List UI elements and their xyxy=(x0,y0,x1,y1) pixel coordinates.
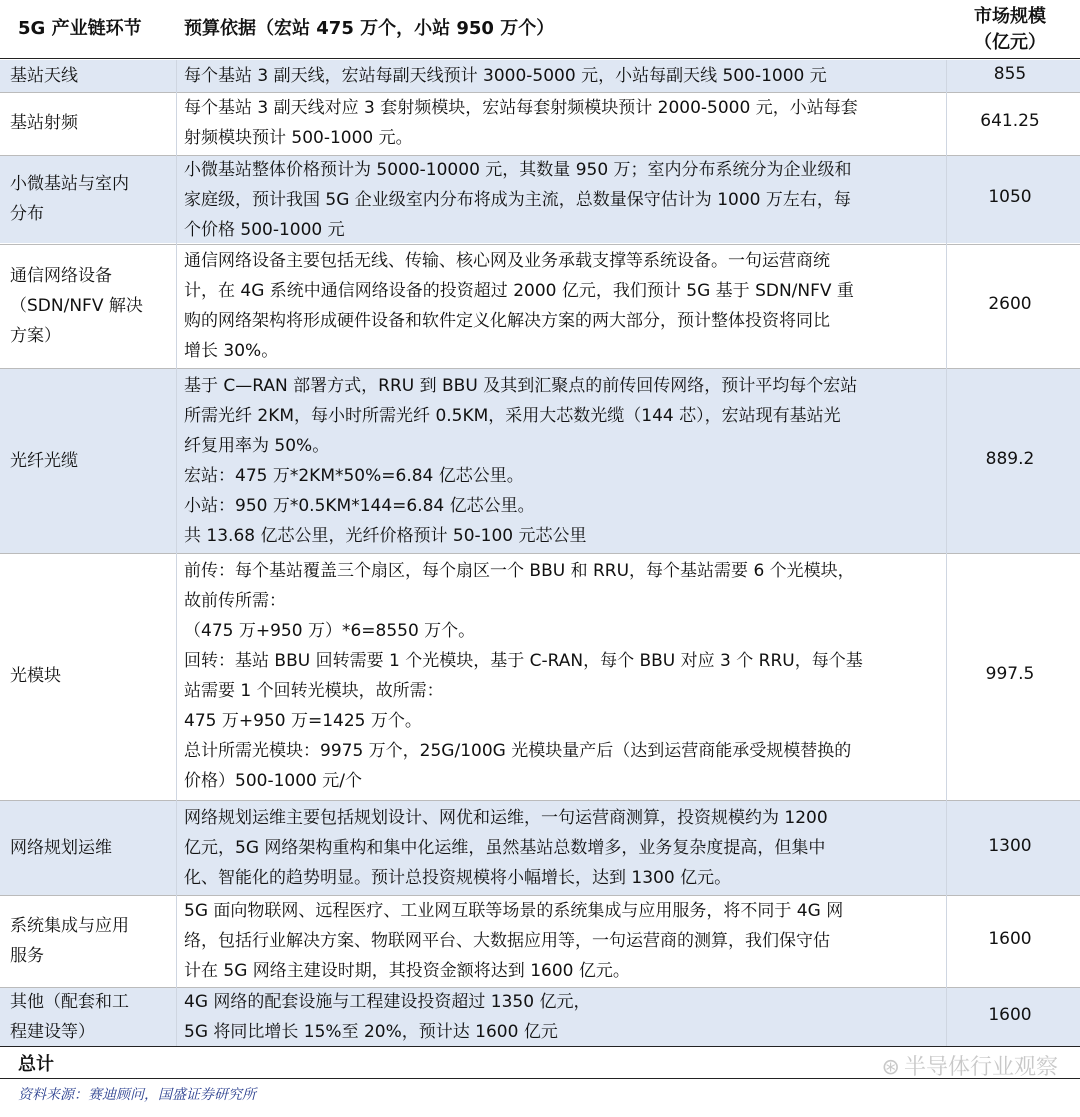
segment-line: 方案） xyxy=(10,326,61,346)
row-segment xyxy=(10,911,165,971)
table-row xyxy=(0,553,1080,799)
basis-line: 每个基站 3 副天线对应 3 套射频模块，宏站每套射频模块预计 2000-5000 元，小站每套 xyxy=(184,98,858,118)
watermark xyxy=(882,1050,1058,1081)
basis-line: 家庭级，预计我国 5G 企业级室内分布将成为主流，总数量保守估计为 1000 万左右，每 xyxy=(184,190,851,210)
basis-line: 化、智能化的趋势明显。预计总投资规模将小幅增长，达到 1300 亿元。 xyxy=(184,867,732,888)
row-segment xyxy=(10,833,165,863)
segment-line: 服务 xyxy=(10,946,44,966)
total-divider xyxy=(0,1046,1080,1047)
row-market-size: 1300 xyxy=(988,835,1032,856)
segment-line: 网络规划运维 xyxy=(10,837,112,858)
basis-line: 射频模块预计 500-1000 元。 xyxy=(184,128,413,148)
table-row xyxy=(0,895,1080,987)
row-basis xyxy=(184,93,944,153)
row-market-size: 855 xyxy=(993,64,1027,84)
segment-line: 其他（配套和工 xyxy=(10,992,129,1012)
row-basis xyxy=(184,987,944,1047)
basis-line: 4G 网络的配套设施与工程建设投资超过 1350 亿元， xyxy=(184,992,591,1012)
basis-line: 个价格 500-1000 元 xyxy=(184,220,345,240)
source-note: 资料来源：赛迪顾问，国盛证券研究所 xyxy=(18,1087,256,1103)
basis-line: 网络规划运维主要包括规划设计、网优和运维，一句运营商测算，投资规模约为 1200 xyxy=(184,807,828,828)
row-market-size: 1600 xyxy=(988,1004,1032,1025)
row-market-size: 1600 xyxy=(988,929,1032,949)
basis-line: 亿元，5G 网络架构重构和集中化运维，虽然基站总数增多，业务复杂度提高，但集中 xyxy=(184,837,826,858)
column-divider xyxy=(176,60,177,1046)
row-basis xyxy=(184,556,944,796)
segment-line: 基站射频 xyxy=(10,113,78,133)
header-basis: 预算依据（宏站 475 万个，小站 950 万个） xyxy=(184,18,555,39)
basis-line: 纤复用率为 50%。 xyxy=(184,436,330,456)
header-divider xyxy=(0,58,1080,59)
header-market-size-line1: 市场规模 xyxy=(974,6,1046,27)
row-divider xyxy=(0,553,1080,554)
basis-line: 宏站：475 万*2KM*50%=6.84 亿芯公里。 xyxy=(184,466,524,486)
header-market-size-line2: （亿元） xyxy=(974,32,1046,53)
row-basis xyxy=(184,61,944,91)
row-market-size: 889.2 xyxy=(985,449,1035,469)
basis-line: 小微基站整体价格预计为 5000-10000 元，其数量 950 万；室内分布系统分为企业级和 xyxy=(184,160,852,180)
column-divider xyxy=(946,60,947,1046)
basis-line: 购的网络架构将形成硬件设备和软件定义化解决方案的两大部分，预计整体投资将同比 xyxy=(184,311,830,331)
header-market-size xyxy=(955,4,1065,56)
segment-line: 分布 xyxy=(10,204,44,224)
segment-line: 小微基站与室内 xyxy=(10,174,129,194)
basis-line: （475 万+950 万）*6=8550 万个。 xyxy=(184,621,476,641)
basis-line: 价格）500-1000 元/个 xyxy=(184,771,362,791)
row-basis xyxy=(184,246,944,366)
basis-line: 每个基站 3 副天线，宏站每副天线预计 3000-5000 元，小站每副天线 500-1000 元 xyxy=(184,66,827,86)
table-row xyxy=(0,368,1080,554)
basis-line: 前传：每个基站覆盖三个扇区，每个扇区一个 BBU 和 RRU，每个基站需要 6 个光模块， xyxy=(184,561,855,581)
basis-line: 通信网络设备主要包括无线、传输、核心网及业务承载支撑等系统设备。一句运营商统 xyxy=(184,251,830,271)
row-segment xyxy=(10,108,165,138)
row-divider xyxy=(0,895,1080,896)
basis-line: 5G 将同比增长 15%至 20%，预计达 1600 亿元 xyxy=(184,1022,558,1042)
row-divider xyxy=(0,92,1080,93)
basis-line: 络，包括行业解决方案、物联网平台、大数据应用等，一句运营商的测算，我们保守估 xyxy=(184,931,830,951)
basis-line: 站需要 1 个回转光模块，故所需： xyxy=(184,681,444,701)
row-divider xyxy=(0,800,1080,801)
total-label: 总计 xyxy=(18,1054,54,1075)
row-market-size: 641.25 xyxy=(980,111,1040,131)
row-segment xyxy=(10,661,165,691)
table-row xyxy=(0,244,1080,368)
basis-line: 5G 面向物联网、远程医疗、工业网互联等场景的系统集成与应用服务，将不同于 4G 网 xyxy=(184,901,844,921)
row-divider xyxy=(0,987,1080,988)
segment-line: 光纤光缆 xyxy=(10,451,78,471)
basis-line: 所需光纤 2KM，每小时所需光纤 0.5KM，采用大芯数光缆（144 芯），宏站现有基站光 xyxy=(184,406,841,426)
row-basis xyxy=(184,896,944,986)
watermark-text: 半导体行业观察 xyxy=(903,1055,1058,1080)
basis-line: 基于 C—RAN 部署方式，RRU 到 BBU 及其到汇聚点的前传回传网络，预计平均每个宏站 xyxy=(184,376,858,396)
row-divider xyxy=(0,368,1080,369)
table-row xyxy=(0,155,1080,243)
table-row xyxy=(0,92,1080,154)
wechat-icon: ⊛ xyxy=(881,1055,900,1080)
basis-line: 故前传所需： xyxy=(184,591,286,611)
segment-line: 通信网络设备 xyxy=(10,266,112,286)
row-divider xyxy=(0,244,1080,245)
row-basis xyxy=(184,155,944,245)
row-segment xyxy=(10,987,165,1047)
row-segment xyxy=(10,61,165,91)
row-segment xyxy=(10,261,165,351)
header-segment: 5G 产业链环节 xyxy=(18,18,142,39)
table-row xyxy=(0,60,1080,92)
row-market-size: 997.5 xyxy=(985,664,1035,684)
basis-line: 共 13.68 亿芯公里，光纤价格预计 50-100 元芯公里 xyxy=(184,526,587,546)
segment-line: （SDN/NFV 解决 xyxy=(10,296,143,316)
table-row xyxy=(0,800,1080,895)
segment-line: 光模块 xyxy=(10,666,61,686)
basis-line: 回转：基站 BBU 回转需要 1 个光模块，基于 C-RAN，每个 BBU 对应 3 个 RRU，每个基 xyxy=(184,651,863,671)
table-row xyxy=(0,987,1080,1046)
segment-line: 系统集成与应用 xyxy=(10,916,129,936)
row-basis xyxy=(184,803,944,893)
row-segment xyxy=(10,169,165,229)
basis-line: 475 万+950 万=1425 万个。 xyxy=(184,711,422,731)
basis-line: 计，在 4G 系统中通信网络设备的投资超过 2000 亿元，我们预计 5G 基于 SDN/NFV 重 xyxy=(184,281,854,301)
table-header xyxy=(0,0,1080,58)
segment-line: 程建设等） xyxy=(10,1022,95,1042)
basis-line: 增长 30%。 xyxy=(184,341,279,361)
row-basis xyxy=(184,371,944,551)
basis-line: 计在 5G 网络主建设时期，其投资金额将达到 1600 亿元。 xyxy=(184,961,630,981)
basis-line: 小站：950 万*0.5KM*144=6.84 亿芯公里。 xyxy=(184,496,535,516)
row-market-size: 2600 xyxy=(988,294,1032,314)
segment-line: 基站天线 xyxy=(10,66,78,86)
basis-line: 总计所需光模块：9975 万个，25G/100G 光模块量产后（达到运营商能承受规模替换的 xyxy=(184,741,852,761)
row-segment xyxy=(10,446,165,476)
row-divider xyxy=(0,155,1080,156)
row-market-size: 1050 xyxy=(988,187,1032,207)
